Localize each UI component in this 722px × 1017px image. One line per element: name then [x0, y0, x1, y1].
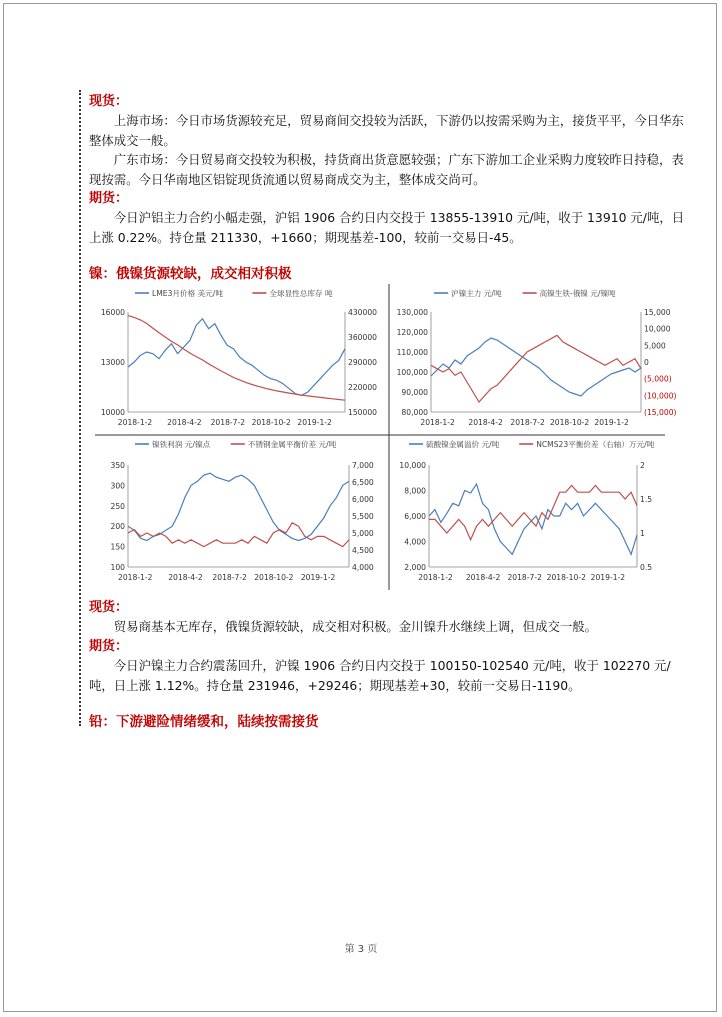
y-left-tick-label: 10000 — [100, 408, 125, 417]
series-line — [431, 335, 641, 402]
y-left-tick-label: 6,000 — [404, 512, 426, 521]
y-right-tick-label: 150000 — [348, 408, 377, 417]
x-tick-label: 2019-1-2 — [594, 418, 629, 427]
y-right-tick-label: 6,500 — [352, 478, 374, 487]
x-tick-label: 2018-7-2 — [507, 573, 542, 582]
series-line — [429, 485, 637, 539]
x-tick-label: 2018-1-2 — [418, 573, 453, 582]
y-left-tick-label: 130,000 — [396, 308, 428, 317]
y-right-tick-label: 2 — [640, 461, 645, 470]
y-right-tick-label: 4,000 — [352, 563, 374, 572]
y-right-tick-label: 7,000 — [352, 461, 374, 470]
legend-label: 高镍生铁-俄镍 元/镍吨 — [539, 289, 616, 298]
y-right-tick-label: 6,000 — [352, 495, 374, 504]
chart-body — [399, 439, 654, 582]
y-right-tick-label: 4,500 — [352, 546, 374, 555]
series-line — [429, 484, 637, 554]
y-left-tick-label: 350 — [110, 461, 125, 470]
y-left-tick-label: 90,000 — [401, 388, 428, 397]
y-left-tick-label: 120,000 — [396, 328, 428, 337]
x-tick-label: 2019-1-2 — [297, 418, 332, 427]
nickel-section-title: 镍：俄镍货源较缺，成交相对积极 — [89, 266, 292, 283]
x-tick-label: 2018-4-2 — [167, 418, 202, 427]
x-tick-label: 2018-1-2 — [420, 418, 455, 427]
x-tick-label: 2018-10-2 — [546, 573, 586, 582]
lead-section-title: 铅：下游避险情绪缓和，陆续按需接货 — [89, 714, 319, 731]
y-left-tick-label: 4,000 — [404, 537, 426, 547]
guangdong-paragraph: 广东市场：今日贸易商交投较为积极，持货商出货意愿较强；广东下游加工企业采购力度较昨日持稳，表现按需。今日华南地区铝锭现货流通以贸易商成交为主，整体成交尚可。 — [89, 152, 684, 187]
y-left-tick-label: 16000 — [100, 308, 125, 317]
series-line — [128, 319, 345, 396]
y-left-tick-label: 300 — [110, 481, 125, 491]
x-tick-label: 2019-1-2 — [300, 573, 336, 582]
series-line — [128, 523, 349, 547]
y-right-tick-label: (5,000) — [644, 374, 672, 384]
chart-body — [397, 288, 677, 427]
y-left-tick-label: 2,000 — [404, 563, 426, 572]
nickel-section — [89, 598, 695, 732]
nickel-futures-paragraph: 今日沪镍主力合约震荡回升，沪镍 1906 合约日内交投于 100150-102540 元/吨，收于 102270 元/吨，日上涨 1.12%。持仓量 231946，+29246；期现基差+30，较前一交易日-1190。 — [89, 658, 671, 693]
x-tick-label: 2018-1-2 — [117, 418, 153, 427]
y-right-tick-label: 5,000 — [352, 529, 374, 538]
x-tick-label: 2018-7-2 — [510, 418, 545, 427]
y-left-tick-label: 8,000 — [404, 486, 426, 496]
y-left-tick-label: 110,000 — [396, 348, 428, 357]
y-right-tick-label: 290000 — [348, 358, 377, 367]
legend-label: LME3月价格 美元/吨 — [152, 289, 223, 298]
aluminum-futures-paragraph: 今日沪铝主力合约小幅走强，沪铝 1906 合约日内交投于 13855-13910 元/吨，收于 13910 元/吨，日上涨 0.22%。持仓量 211330，+1660；期现基差-100，较前一交易日-45。 — [89, 210, 685, 245]
y-right-tick-label: 360000 — [348, 333, 377, 342]
y-right-tick-label: 0 — [644, 358, 649, 367]
legend-label: 不锈钢金属平衡价差 元/吨 — [247, 440, 337, 449]
y-right-tick-label: (15,000) — [644, 408, 677, 417]
spot-heading: 现货： — [89, 94, 129, 109]
legend-label: 硫酸镍金属溢价 元/吨 — [426, 440, 500, 449]
x-tick-label: 2018-10-2 — [549, 418, 590, 427]
chart-lme-price-inventory — [101, 288, 377, 427]
y-right-tick-label: 15,000 — [644, 308, 671, 317]
y-right-tick-label: 5,000 — [644, 341, 666, 351]
y-right-tick-label: 5,500 — [352, 512, 374, 521]
y-right-tick-label: 1.5 — [640, 495, 653, 504]
y-left-tick-label: 100,000 — [396, 368, 428, 377]
nickel-charts-figure — [95, 284, 677, 590]
x-tick-label: 2018-10-2 — [254, 573, 294, 582]
x-tick-label: 2018-1-2 — [118, 573, 153, 582]
nickel-spot-paragraph: 贸易商基本无库存，俄镍货源较缺，成交相对积极。金川镍升水继续上调，但成交一般。 — [113, 619, 598, 635]
y-right-tick-label: 220000 — [348, 383, 377, 392]
y-right-tick-label: 430000 — [348, 308, 377, 317]
chart-grid — [95, 284, 677, 590]
x-tick-label: 2018-4-2 — [468, 418, 503, 427]
series-line — [128, 473, 349, 540]
y-left-tick-label: 250 — [110, 501, 125, 511]
nickel-futures-heading: 期货： — [89, 638, 129, 654]
shanghai-paragraph: 上海市场：今日市场货源较充足，贸易商间交投较为活跃，下游仍以按需采购为主，接货平平，今日华东整体成交一般。 — [89, 113, 684, 148]
legend-label: 全球显性总库存 吨 — [269, 289, 333, 298]
y-left-tick-label: 80,000 — [401, 408, 428, 417]
y-left-tick-label: 100 — [110, 563, 125, 572]
aluminum-section — [89, 92, 695, 285]
x-tick-label: 2018-7-2 — [212, 573, 247, 582]
x-tick-label: 2018-10-2 — [251, 418, 291, 427]
chart-shfe-nickel-npi-spread — [397, 288, 677, 427]
chart-body — [101, 288, 377, 427]
y-right-tick-label: 0.5 — [640, 563, 653, 572]
y-left-tick-label: 150 — [110, 542, 125, 552]
page-number: 第 3 页 — [344, 944, 378, 955]
futures-heading: 期货： — [89, 191, 129, 207]
y-right-tick-label: 1 — [640, 529, 645, 538]
legend-label: 沪镍主力 元/吨 — [451, 289, 502, 298]
y-left-tick-label: 13000 — [100, 358, 125, 367]
chart-nickel-sulfate-premium — [399, 439, 654, 582]
x-tick-label: 2019-1-2 — [590, 573, 626, 582]
chart-body — [111, 439, 374, 582]
y-right-tick-label: 10,000 — [644, 324, 671, 334]
x-tick-label: 2018-7-2 — [210, 418, 246, 427]
nickel-spot-heading: 现货： — [89, 600, 129, 615]
legend-label: 镍铁利润 元/镍点 — [152, 440, 211, 449]
y-left-tick-label: 10,000 — [399, 461, 426, 470]
x-tick-label: 2018-4-2 — [465, 573, 501, 582]
margin-rule — [79, 90, 81, 726]
x-tick-label: 2018-4-2 — [168, 573, 203, 582]
y-left-tick-label: 200 — [110, 522, 125, 532]
chart-npi-profit-stainless-spread — [111, 439, 374, 582]
y-right-tick-label: (10,000) — [644, 391, 677, 401]
legend-label: NCMS23平衡价差（右轴）万元/吨 — [536, 440, 655, 449]
